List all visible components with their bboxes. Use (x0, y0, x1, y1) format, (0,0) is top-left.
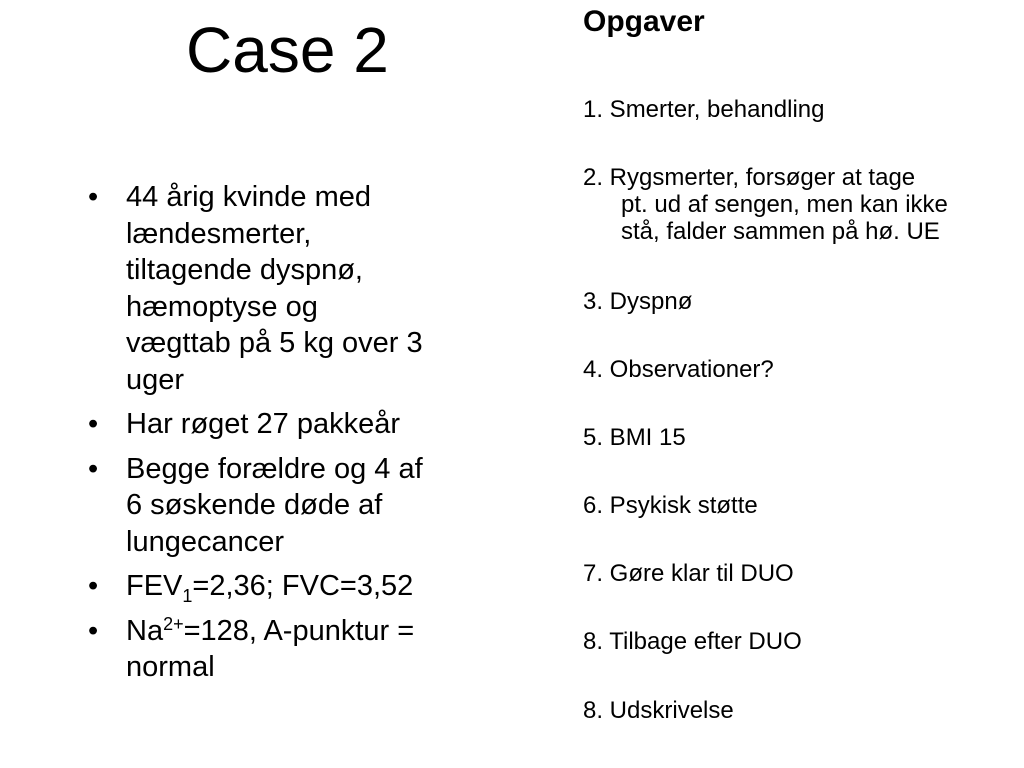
task-line: 5. BMI 15 (583, 424, 686, 451)
na-values: =128, A-punktur = (183, 614, 415, 647)
bullet-icon: • (88, 452, 99, 485)
task-line: 1. Smerter, behandling (583, 96, 825, 123)
na-superscript: 2+ (163, 613, 184, 634)
task-item (583, 288, 692, 315)
fev-subscript: 1 (182, 586, 193, 606)
task-item (583, 628, 802, 655)
task-line: 4. Observationer? (583, 356, 774, 383)
case-points-list (88, 179, 488, 694)
case-point-line: normal (126, 651, 215, 683)
case-point-line: hæmoptyse og (126, 290, 318, 323)
task-item (583, 424, 686, 451)
task-line: 8. Tilbage efter DUO (583, 628, 802, 655)
task-item (583, 697, 734, 724)
fev-values: =2,36; FVC=3,52 (192, 570, 414, 602)
case-point-line: Begge forældre og 4 af (126, 452, 423, 485)
bullet-icon: • (88, 614, 99, 647)
task-line: 7. Gøre klar til DUO (583, 560, 794, 587)
task-line: 8. Udskrivelse (583, 697, 734, 724)
bullet-icon: • (88, 408, 99, 440)
task-line: 2. Rygsmerter, forsøger at tage (583, 164, 916, 191)
case-point-line: lændesmerter, (126, 217, 312, 250)
case-point-family (88, 451, 488, 561)
task-item (583, 492, 758, 519)
case-point-line: 6 søskende døde af (126, 489, 383, 521)
task-item (583, 560, 794, 587)
case-point-line: vægttab på 5 kg over 3 (126, 327, 423, 359)
tasks-heading: Opgaver (583, 5, 705, 38)
fev-label: FEV (126, 570, 183, 602)
slide-title: Case 2 (186, 14, 389, 86)
case-point-fev (88, 568, 488, 605)
task-item (583, 164, 948, 245)
case-point-smoking (88, 406, 488, 443)
case-point-line: Har røget 27 pakkeår (126, 408, 401, 440)
task-line: pt. ud af sengen, men kan ikke (621, 191, 948, 218)
task-line: stå, falder sammen på hø. UE (621, 218, 940, 245)
task-line: 6. Psykisk støtte (583, 492, 758, 519)
task-item (583, 356, 774, 383)
case-point-line: uger (126, 363, 185, 396)
bullet-icon: • (88, 570, 99, 602)
case-point-line: tiltagende dyspnø, (126, 254, 363, 286)
na-label: Na (126, 614, 164, 647)
case-point-line: 44 årig kvinde med (126, 181, 372, 213)
case-point-sodium (88, 613, 488, 686)
bullet-icon: • (88, 181, 99, 213)
task-line: 3. Dyspnø (583, 288, 693, 315)
case-point-patient (88, 179, 488, 398)
case-point-line: lungecancer (126, 525, 284, 558)
task-item (583, 96, 825, 123)
